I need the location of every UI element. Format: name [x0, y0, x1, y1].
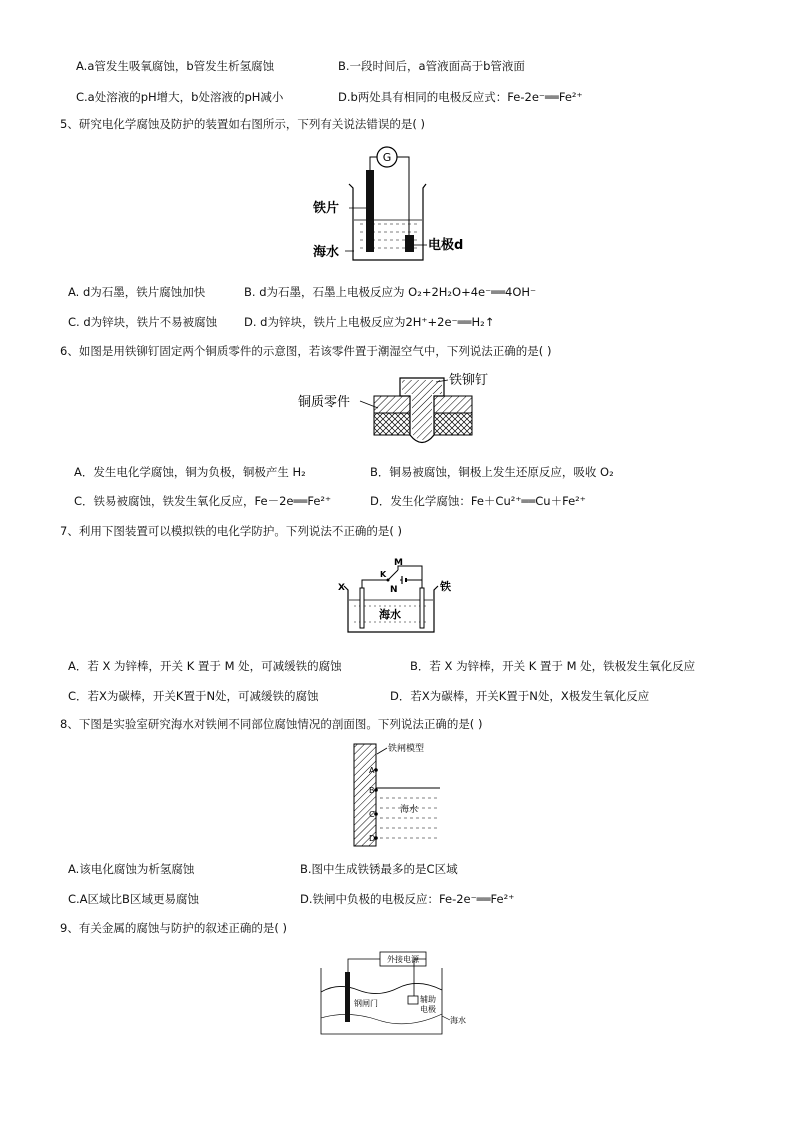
- power-supply-label: 外接电源: [387, 955, 419, 964]
- q9-figure: [318, 948, 488, 1038]
- q6-option-a: A．发生电化学腐蚀，铜为负极，铜极产生 H₂: [74, 465, 306, 479]
- electrode-d-label: 电极d: [428, 238, 464, 253]
- q5-option-d: D. d为锌块，铁片上电极反应为2H⁺+2e⁻══H₂↑: [244, 315, 495, 329]
- aux-electrode-label-1: 辅助: [420, 995, 436, 1004]
- q6-option-b: B．铜易被腐蚀，铜极上发生还原反应，吸收 O₂: [370, 465, 614, 479]
- q7-stem: 7、利用下图装置可以模拟铁的电化学防护。下列说法不正确的是( ): [60, 524, 402, 538]
- aux-electrode-label-2: 电极: [420, 1005, 436, 1014]
- q7-option-d: D．若X为碳棒，开关K置于N处，X极发生氧化反应: [390, 689, 650, 703]
- point-a-label: A: [369, 766, 375, 775]
- rivet-label: 铁铆钉: [449, 373, 489, 388]
- q8-option-c: C.A区域比B区域更易腐蚀: [68, 892, 199, 906]
- q8-option-a: A.该电化腐蚀为析氢腐蚀: [68, 862, 195, 876]
- switch-k-label: K: [380, 570, 387, 579]
- q9-stem: 9、有关金属的腐蚀与防护的叙述正确的是( ): [60, 921, 287, 935]
- q4-option-a: A.a管发生吸氧腐蚀，b管发生析氢腐蚀: [76, 59, 275, 73]
- q8-figure: [340, 740, 450, 850]
- q6-stem: 6、如图是用铁铆钉固定两个铜质零件的示意图，若该零件置于潮湿空气中，下列说法正确的是( ): [60, 344, 552, 358]
- steel-gate-label: 钢闸门: [354, 999, 378, 1008]
- electrode-x-label: X: [338, 583, 345, 593]
- q7-option-a: A．若 X 为锌棒，开关 K 置于 M 处，可减缓铁的腐蚀: [68, 659, 342, 673]
- iron-electrode-label: 铁: [440, 580, 451, 593]
- switch-n-label: N: [390, 585, 398, 595]
- q8-option-b: B.图中生成铁锈最多的是C区域: [300, 862, 458, 876]
- q6-option-d: D．发生化学腐蚀：Fe＋Cu²⁺══Cu＋Fe²⁺: [370, 494, 586, 508]
- galvanometer-label: G: [382, 151, 392, 164]
- point-b-label: B: [369, 786, 375, 795]
- seawater-label: 海水: [313, 245, 340, 260]
- q6-figure: [296, 368, 506, 454]
- q8-stem: 8、下图是实验室研究海水对铁闸不同部位腐蚀情况的剖面图。下列说法正确的是( ): [60, 717, 483, 731]
- seawater-label: 海水: [379, 608, 401, 621]
- gate-model-label: 铁闸模型: [388, 744, 425, 754]
- q5-option-a: A. d为石墨，铁片腐蚀加快: [68, 285, 206, 299]
- q5-stem: 5、研究电化学腐蚀及防护的装置如右图所示，下列有关说法错误的是( ): [60, 117, 425, 131]
- iron-plate-label: 铁片: [313, 201, 340, 216]
- q4-option-c: C.a处溶液的pH增大，b处溶液的pH减小: [76, 90, 284, 104]
- q5-figure: [305, 140, 475, 270]
- point-c-label: C: [369, 810, 375, 819]
- seawater-label: 海水: [450, 1016, 466, 1025]
- copper-part-label: 铜质零件: [298, 395, 351, 410]
- q4-option-d: D.b两处具有相同的电极反应式：Fe-2e⁻══Fe²⁺: [338, 90, 583, 104]
- q7-figure: [330, 552, 460, 637]
- q4-option-b: B.一段时间后，a管液面高于b管液面: [338, 59, 525, 73]
- point-d-label: D: [369, 834, 376, 843]
- switch-m-label: M: [394, 558, 403, 568]
- q7-option-c: C．若X为碳棒，开关K置于N处，可减缓铁的腐蚀: [68, 689, 319, 703]
- q5-option-c: C. d为锌块，铁片不易被腐蚀: [68, 315, 218, 329]
- seawater-label: 海水: [400, 805, 419, 815]
- q7-option-b: B．若 X 为锌棒，开关 K 置于 M 处，铁极发生氧化反应: [410, 659, 696, 673]
- q8-option-d: D.铁闸中负极的电极反应：Fe-2e⁻══Fe²⁺: [300, 892, 515, 906]
- q5-option-b: B. d为石墨，石墨上电极反应为 O₂+2H₂O+4e⁻══4OH⁻: [244, 285, 537, 299]
- q6-option-c: C．铁易被腐蚀，铁发生氧化反应，Fe－2e══Fe²⁺: [74, 494, 332, 508]
